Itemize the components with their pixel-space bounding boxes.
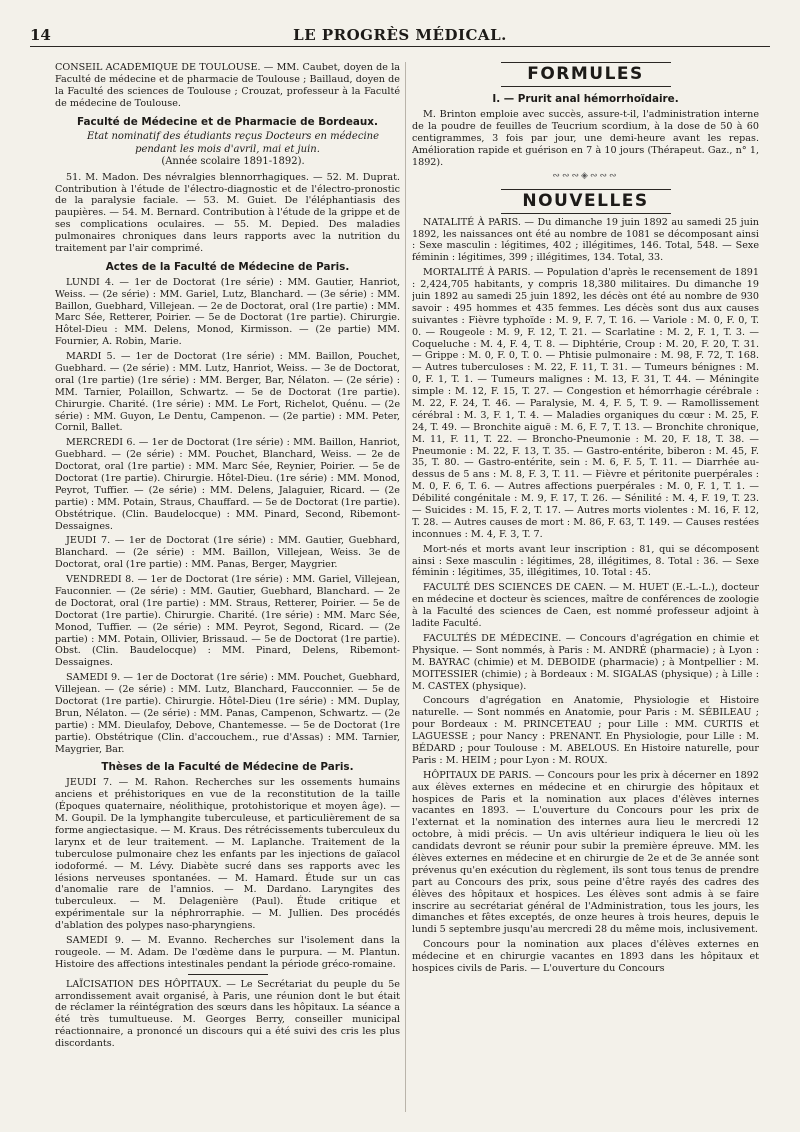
page-number: 14 — [30, 26, 51, 44]
nouvelles-title: NOUVELLES — [501, 189, 671, 214]
bordeaux-theses-paragraph: 51. M. Madon. Des névralgies blennorrhagiques. — 52. M. Duprat. Contribution à l'étude de l'électro-diagnostic et de l'électro-pronostic de la paralysie faciale. — 53. M. Guiet. De l'éléphantiasis des paupières. — 54. M. Bernard. Contribution à l'étude de la grippe et de ses complications oculaires. — 55. M. Depied. Des maladies pulmonaires chroniques dans leurs rapports avec la nutrition du traitement par l'air comprimé. — [55, 171, 400, 254]
concours-paragraph: Concours pour la nomination aux places d'élèves externes en médecine et en chirurgie vacantes en 1893 dans les hôpitaux et hospices civils de Paris. — L'ouverture du Concours — [412, 939, 759, 974]
prurit-heading: I. — Prurit anal hémorrhoïdaire. — [492, 93, 679, 106]
bordeaux-etat: Etat nominatif des étudiants reçus Docteurs en médecine pendant les mois d'avril, mai et juin. — [86, 131, 380, 155]
laicisation-paragraph: LAÏCISATION DES HÔPITAUX. — Le Secrétariat du peuple du 5e arrondissement avait organisé, à Paris, une réunion dont le but était de réclamer la réintégration des sœurs dans les hôpitaux. La séance a été très tumultueuse. M. Georges Berry, conseiller municipal réactionnaire, a prononcé un discours qui a été suivi des cris les plus discordants. — [55, 978, 400, 1050]
hopitaux-paragraph: HÔPITAUX DE PARIS. — Concours pour les prix à décerner en 1892 aux élèves externes en médecine et en chirurgie des hôpitaux et hospices de Paris et la nomination aux places d'élèves internes vacantes en 1893. — L'ouverture du Concours pour les prix de l'externat et la nomination des internes aura lieu le mercredi 12 octobre, à midi précis. — Un avis ultérieur indiquera le lieu où les candidats devront se réunir pour subir la première épreuve. MM. les élèves externes en médecine et en chirurgie de 2e et de 3e année sont prévenus qu'en exécution du règlement, ils sont tous tenus de prendre part au Concours des prix, sous peine d'être rayés des cadres des élèves des hôpitaux et hospices. Les élèves sont admis à se faire inscrire au secrétariat général de l'Administration, tous les jours, les dimanches et fêtes exceptés, de onze heures à trois heures, depuis le lundi 5 septembre jusqu'au mercredi 28 du même mois, inclusivement. — [412, 769, 759, 936]
bordeaux-heading: Faculté de Médecine et de Pharmacie de Bordeaux. — [77, 115, 378, 128]
ornament-divider: ∾∾∾◈∾∾∾ — [552, 171, 619, 182]
natalite-paragraph: NATALITÉ À PARIS. — Du dimanche 19 juin 1892 au samedi 25 juin 1892, les naissances ont été au nombre de 1081 se décomposant ainsi : Sexe masculin : légitimes, 402 ; illégitimes, 146. Total, 548. — Sexe féminin : légitimes, 399 ; illégitimes, 134. Total, 33. — [412, 216, 759, 264]
actes-lundi: LUNDI 4. — 1er de Doctorat (1re série) : MM. Gautier, Hanriot, Weiss. — (2e série) : MM. Gariel, Lutz, Blanchard. — (3e série) : MM. Baillon, Guebhard, Villejean. — 2e de Doctorat, oral (1re partie) : MM. Marc Sée, Retterer, Poirier. — 5e de Doctorat (1re partie). Chirurgie. Hôtel-Dieu : MM. Delens, Monod, Kirmisson. — (2e partie) MM. Fournier, A. Robin, Marie. — [55, 276, 400, 348]
toulouse-paragraph: CONSEIL ACADÉMIQUE DE TOULOUSE. — MM. Caubet, doyen de la Faculté de médecine et de pharmacie de Toulouse ; Baillaud, doyen de la Faculté des sciences de Toulouse ; Crouzat, professeur à la Faculté de médecine de Toulouse. — [55, 62, 400, 109]
actes-heading: Actes de la Faculté de Médecine de Paris. — [105, 260, 350, 273]
separator-rule — [188, 974, 268, 975]
caen-paragraph: FACULTÉ DES SCIENCES DE CAEN. — M. HUET (E.-L.-L.), docteur en médecine et docteur ès sciences, maître de conférences de zoologie à la Faculté des sciences de Caen, est nommé professeur adjoint à ladite Faculté. — [412, 582, 759, 630]
facultes-paragraph: FACULTÉS DE MÉDECINE. — Concours d'agrégation en chimie et Physique. — Sont nommés, à Paris : M. ANDRÉ (pharmacie) ; à Lyon : M. BAYRAC (chimie) et M. DEBOIDE (pharmacie) ; à Montpellier : M. MOITESSIER (chimie) ; à Bordeaux : M. SIGALAS (physique) ; à Lille : M. CASTEX (physique). — [412, 632, 759, 692]
anatomie-paragraph: Concours d'agrégation en Anatomie, Physiologie et Histoire naturelle. — Sont nommés en Anatomie, pour Paris : M. SÉBILEAU ; pour Bordeaux : M. PRINCETEAU ; pour Lille : MM. CURTIS et LAGUESSE ; pour Nancy : PRENANT. En Physiologie, pour Lille : M. BÉDARD ; pour Toulouse : M. ABELOUS. En Histoire naturelle, pour Paris : M. HEIM ; pour Lyon : M. ROUX. — [412, 695, 759, 766]
actes-jeudi: JEUDI 7. — 1er de Doctorat (1re série) : MM. Gautier, Guebhard, Blanchard. — (2e série) : MM. Baillon, Villejean, Weiss. 3e de Doctorat, oral (1re partie) : MM. Panas, Berger, Maygrier. — [55, 535, 400, 571]
actes-samedi: SAMEDI 9. — 1er de Doctorat (1re série) : MM. Pouchet, Guebhard, Villejean. — (2e série) : MM. Lutz, Blanchard, Faucconnier. — 5e de Doctorat (1re partie). Chirurgie. Hôtel-Dieu (1re série) : MM. Duplay, Brun, Nélaton. — (2e série) : MM. Panas, Campenon, Schwartz. — (2e partie) : MM. Dieulafoy, Debove, Chantemesse. — 5e de Doctorat (1re partie). Obstétrique (Clin. d'accouchem., rue d'Assas) : MM. Tarnier, Maygrier, Bar. — [55, 672, 400, 755]
right-column — [412, 62, 759, 1120]
theses-heading: Thèses de la Faculté de Médecine de Paris. — [101, 761, 354, 774]
actes-mardi: MARDI 5. — 1er de Doctorat (1re série) : MM. Baillon, Pouchet, Guebhard. — (2e série) : MM. Lutz, Hanriot, Weiss. — 3e de Doctorat, oral (1re partie) (1re série) : MM. Berger, Bar, Nélaton. — (2e série) : MM. Tarnier, Polaillon, Schwartz. — 5e de Doctorat (1re partie). Chirurgie. Charité. (1re série) : MM. Le Fort, Richelot, Quénu. — (2e série) : MM. Guyon, Le Dentu, Campenon. — (2e partie) : MM. Peter, Cornil, Ballet. — [55, 351, 400, 434]
bordeaux-annee: (Année scolaire 1891-1892). — [161, 156, 305, 168]
theses-samedi: SAMEDI 9. — M. Evanno. Recherches sur l'isolement dans la rougeole. — M. Adam. De l'œdème dans le purpura. — M. Plantun. Histoire des affections intestinales pendant la période gréco-romaine. — [55, 934, 400, 970]
actes-vendredi: VENDREDI 8. — 1er de Doctorat (1re série) : MM. Gariel, Villejean, Fauconnier. — (2e série) : MM. Gautier, Guebhard, Blanchard. — 2e de Doctorat, oral (1re partie) : MM. Straus, Retterer, Poirier. — 5e de Doctorat (1re partie). Chirurgie. Charité. (1re série) : MM. Marc Sée, Monod, Tuffier. — (2e série) : MM. Peyrot, Segond, Ricard. — (2e partie) : MM. Potain, Ollivier, Brissaud. — 5e de Doctorat (1re partie). Obst. (Clin. Baudelocque) : MM. Pinard, Delens, Ribemont-Dessaignes. — [55, 574, 400, 669]
journal-title: LE PROGRÈS MÉDICAL. — [293, 26, 507, 44]
formules-title: FORMULES — [501, 62, 671, 87]
mortalite-paragraph: MORTALITÉ À PARIS. — Population d'après le recensement de 1891 : 2,424,705 habitants, y compris 18,380 militaires. Du dimanche 19 juin 1892 au samedi 25 juin 1892, les décès ont été au nombre de 930 savoir : 495 hommes et 435 femmes. Les décès sont dus aux causes suivantes : Fièvre typhoïde : M. 9, F. 7, T. 16. — Variole : M. 0, F. 0, T. 0. — Rougeole : M. 9, F. 12, T. 21. — Scarlatine : M. 2, F. 1, T. 3. — Coqueluche : M. 4, F. 4, T. 8. — Diphtérie, Croup : M. 20, F. 20, T. 31. — Grippe : M. 0, F. 0, T. 0. — Phtisie pulmonaire : M. 98, F. 72, T. 168. — Autres tuberculoses : M. 22, F. 11, T. 31. — Tumeurs bénignes : M. 0, F. 1, T. 1. — Tumeurs malignes : M. 13, F. 31, T. 44. — Méningite simple : M. 12, F. 15, T. 27. — Congestion et hémorrhagie cérébrale : M. 22, F. 24, T. 46. — Paralysie, M. 4, F. 5, T. 9. — Ramollissement cérébral : M. 3, F. 1, T. 4. — Maladies organiques du cœur : M. 25, F. 24, T. 49. — Bronchite aiguë : M. 6, F. 7, T. 13. — Bronchite chronique, M. 11, F. 11, T. 22. — Broncho-Pneumonie : M. 20, F. 18, T. 38. — Pneumonie : M. 22, F. 13, T. 35. — Gastro-entérite, biberon : M. 45, F. 35, T. 80. — Gastro-entérite, sein : M. 6, F. 5, T. 11. — Diarrhée au-dessus de 5 ans : M. 8, F. 3, T. 11. — Fièvre et péritonite puerpérales : M. 0, F. 6, T. 6. — Autres affections puerpérales : M. 0, F. 1, T. 1. — Débilité congénitale : M. 9, F. 17, T. 26. — Sénilité : M. 4, F. 19, T. 23. — Suicides : M. 15, F. 2, T. 17. — Autres morts violentes : M. 16, F. 12, T. 28. — Autres causes de mort : M. 86, F. 63, T. 149. — Causes restées inconnues : M. 4, F. 3, T. 7. — [412, 267, 759, 540]
prurit-paragraph: M. Brinton emploie avec succès, assure-t-il, l'administration interne de la poudre de feuilles de Teucrium scordium, à la dose de 50 à 60 centigrammes, 3 fois par jour, une demi-heure avant les repas. Amélioration rapide et guérison en 7 à 10 jours (Thérapeut. Gaz., n° 1, 1892). — [412, 108, 759, 168]
theses-jeudi: JEUDI 7. — M. Rahon. Recherches sur les ossements humains anciens et préhistoriques en vue de la reconstitution de la taille (Époques quaternaire, néolithique, protohistorique et moyen âge). — M. Goupil. De la lymphangite tuberculeuse, et particulièrement de sa forme angiectasique. — M. Kraus. Des rétrécissements tuberculeux du larynx et de leur traitement. — M. Laplanche. Traitement de la tuberculose pulmonaire chez les enfants par les injections de gaïacol iodoformé. — M. Lévy. Diabète sucré dans ses rapports avec les lésions nerveuses spontanées. — M. Hamard. Étude sur un cas d'anomalie rare de l'amnios. — M. Dardano. Laryngites des tuberculeux. — M. Delagenière (Paul). Étude critique et expérimentale sur la néphrorraphie. — M. Jullien. Des procédés d'ablation des polypes naso-pharyngiens. — [55, 777, 400, 932]
actes-mercredi: MERCREDI 6. — 1er de Doctorat (1re série) : MM. Baillon, Hanriot, Guebhard. — (2e série) : MM. Pouchet, Blanchard, Weiss. — 2e de Doctorat, oral (1re partie) : MM. Marc Sée, Reynier, Poirier. — 5e de Doctorat (1re partie). Chirurgie. Hôtel-Dieu. (1re série) : MM. Monod, Peyrot, Tuffier. — (2e série) : MM. Delens, Jalaguier, Ricard. — (2e partie) : MM. Potain, Straus, Chauffard. — 5e de Doctorat (1re partie). Obstétrique. (Clin. Baudelocque) : MM. Pinard, Second, Ribemont-Dessaignes. — [55, 437, 400, 532]
left-column — [55, 62, 400, 1120]
column-divider — [405, 62, 406, 1112]
page-header — [30, 24, 770, 47]
mort-nes-paragraph: Mort-nés et morts avant leur inscription : 81, qui se décomposent ainsi : Sexe masculin : légitimes, 28, illégitimes, 8. Total : 36. — Sexe féminin : légitimes, 35, illégitimes, 10. Total : 45. — [412, 543, 759, 579]
